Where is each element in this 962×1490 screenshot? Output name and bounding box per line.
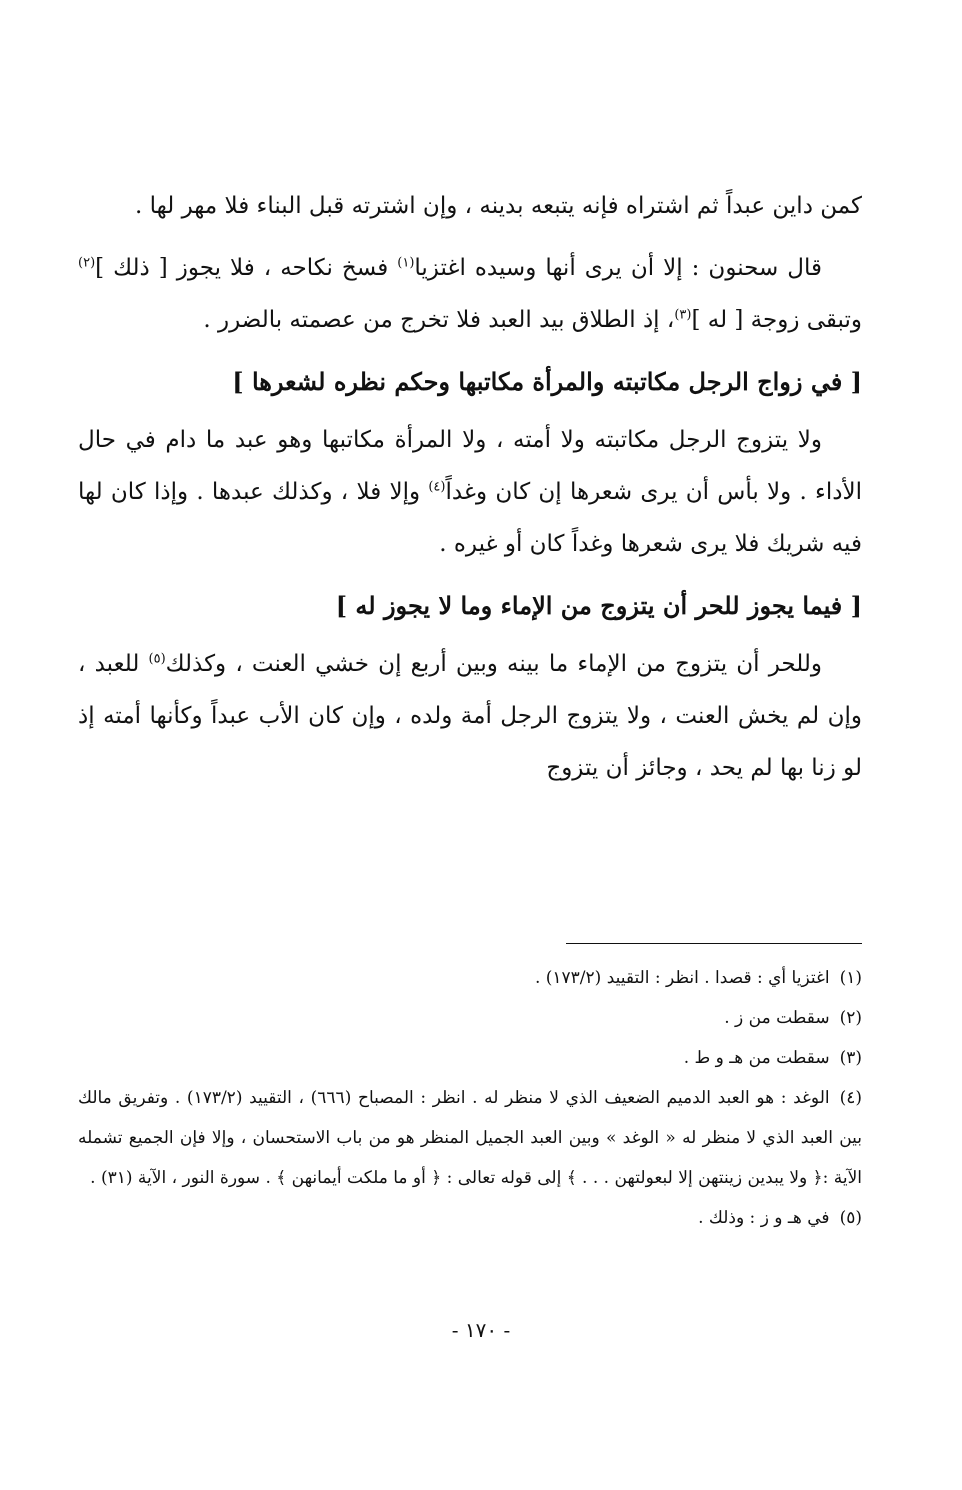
footnote-text: في هـ و ز : وذلك . bbox=[698, 1208, 830, 1228]
section-heading-2: [ فيما يجوز للحر أن يتزوج من الإماء وما لا يجوز له ] bbox=[335, 591, 862, 620]
paragraph-3-text-a: ولا يتزوج الرجل مكاتبته ولا أمته ، ولا المرأة مكاتبها وهو عبد ما دام في حال الأداء . ولا بأس أن يرى شعرها إن كان وغداً bbox=[78, 427, 862, 505]
footnote-ref-3[interactable]: (٣) bbox=[674, 307, 692, 323]
footnote-text: سقطت من هـ و ط . bbox=[683, 1048, 830, 1068]
footnote-ref-2[interactable]: (٢) bbox=[78, 255, 96, 271]
paragraph-1-text: كمن داين عبداً ثم اشتراه فإنه يتبعه بدينه ، وإن اشترته قبل البناء فلا مهر لها . bbox=[135, 193, 862, 219]
footnote-4 bbox=[78, 1078, 862, 1198]
footnote-text: الوغد : هو العبد الدميم الضعيف الذي لا منظر له . انظر : المصباح (٦٦٦) ، التقييد (١٧٣/٢) . وتفريق مالك بين العبد الذي لا منظر له « الوغد » وبين العبد الجميل المنظر هو من باب الاستحسان ، وإلا فإن الجميع تشمله الآية :﴿ ولا يبدين زينتهن إلا لبعولتهن . . . ﴾ إلى قوله تعالى : ﴿ أو ما ملكت أيمانهن ﴾ . سورة النور ، الآية (٣١) . bbox=[78, 1088, 862, 1188]
footnote-number: (٢) bbox=[839, 1008, 862, 1028]
paragraph-2-text-c: وتبقى زوجة [ له ] bbox=[691, 307, 862, 333]
footnote-5 bbox=[78, 1198, 862, 1238]
footnote-number: (٥) bbox=[839, 1208, 862, 1228]
paragraph-3 bbox=[78, 414, 862, 570]
footnote-3 bbox=[78, 1038, 862, 1078]
footnote-number: (١) bbox=[839, 968, 862, 988]
paragraph-1 bbox=[78, 180, 862, 232]
footnote-divider bbox=[566, 943, 862, 944]
main-text bbox=[78, 180, 862, 804]
footnote-text: اغتزيا أي : قصدا . انظر : التقييد (١٧٣/٢) . bbox=[534, 968, 830, 988]
footnote-text: سقطت من ز . bbox=[724, 1008, 830, 1028]
paragraph-3-text-b: وإلا فلا ، وكذلك عبدها . وإذا كان لها فيه شريك فلا يرى شعرها وغداً كان أو غيره . bbox=[78, 479, 862, 557]
footnote-1 bbox=[78, 958, 862, 998]
footnote-ref-5[interactable]: (٥) bbox=[148, 651, 166, 667]
paragraph-4 bbox=[78, 638, 862, 794]
footnote-number: (٣) bbox=[839, 1048, 862, 1068]
paragraph-2-text-b: فسخ نكاحه ، فلا يجوز [ ذلك ] bbox=[95, 255, 398, 281]
page-number: - ١٧٠ - bbox=[451, 1318, 511, 1342]
paragraph-4-text-a: وللحر أن يتزوج من الإماء ما بينه وبين أربع إن خشي العنت ، وكذلك bbox=[165, 651, 822, 677]
section-heading-1: [ في زواج الرجل مكاتبته والمرأة مكاتبها وحكم نظره لشعرها ] bbox=[232, 367, 862, 396]
paragraph-2 bbox=[78, 242, 862, 346]
paragraph-2-text-d: ، إذ الطلاق بيد العبد فلا تخرج من عصمته بالضرر . bbox=[203, 307, 675, 333]
footnote-ref-1[interactable]: (١) bbox=[397, 255, 415, 271]
footnote-ref-4[interactable]: (٤) bbox=[428, 479, 446, 495]
paragraph-2-text-a: قال سحنون : إلا أن يرى أنها وسيده اغتزيا bbox=[414, 255, 822, 281]
footnote-2 bbox=[78, 998, 862, 1038]
footnote-number: (٤) bbox=[839, 1088, 863, 1108]
paragraph-4-text-b: للعبد ، وإن لم يخش العنت ، ولا يتزوج الرجل أمة ولده ، وإن كان الأب عبداً وكأنها أمته إذ لو زنا بها لم يحد ، وجائز أن يتزوج bbox=[78, 651, 862, 781]
footnotes bbox=[78, 958, 862, 1238]
